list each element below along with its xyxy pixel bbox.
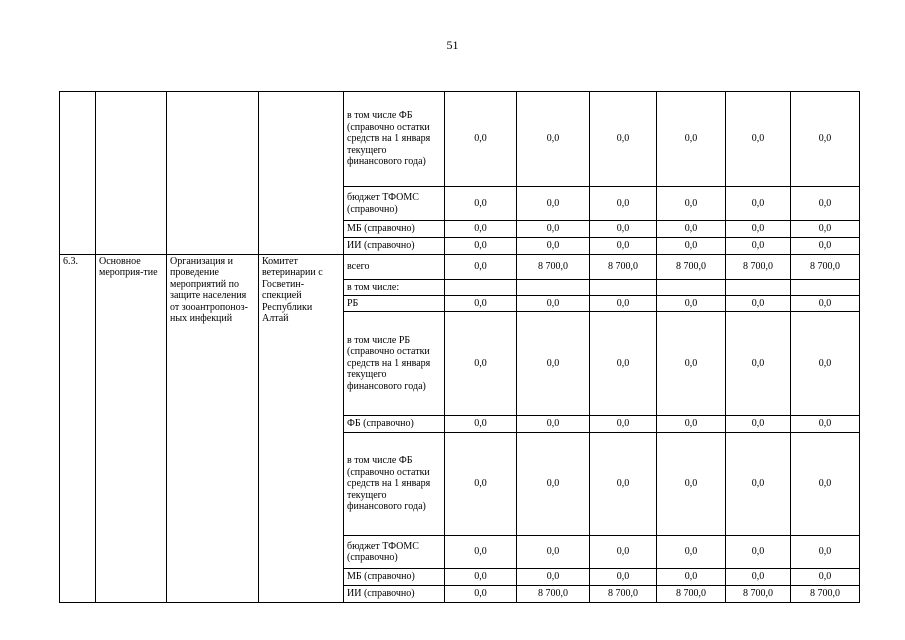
amount-cell: 0,0: [726, 221, 791, 238]
funding-source-label: МБ (справочно): [344, 221, 445, 238]
amount-cell: 0,0: [657, 221, 726, 238]
amount-cell: 0,0: [517, 312, 590, 416]
amount-cell: 0,0: [657, 238, 726, 255]
empty-cell: [96, 92, 167, 255]
funding-source-label: в том числе ФБ (справочно остатки средств на 1 января текущего финансового года): [344, 433, 445, 536]
amount-cell: 0,0: [726, 312, 791, 416]
funding-source-label: в том числе РБ (справочно остатки средств на 1 января текущего финансового года): [344, 312, 445, 416]
amount-cell: [445, 280, 517, 296]
amount-cell: 0,0: [791, 187, 860, 221]
amount-cell: 0,0: [517, 296, 590, 312]
amount-cell: 0,0: [726, 187, 791, 221]
amount-cell: 0,0: [590, 433, 657, 536]
activity-type: Основное мероприя-тие: [96, 255, 167, 603]
amount-cell: 0,0: [517, 433, 590, 536]
amount-cell: 0,0: [590, 187, 657, 221]
amount-cell: 0,0: [517, 92, 590, 187]
page-number: 51: [446, 38, 459, 52]
activity-name: Организация и проведение мероприятий по защите населения от зооантропоноз-ных инфекций: [167, 255, 259, 603]
amount-cell: [590, 280, 657, 296]
amount-cell: 0,0: [657, 312, 726, 416]
amount-cell: 0,0: [791, 433, 860, 536]
amount-cell: 0,0: [445, 221, 517, 238]
amount-cell: 0,0: [657, 416, 726, 433]
amount-cell: 8 700,0: [726, 586, 791, 603]
funding-source-label: ИИ (справочно): [344, 586, 445, 603]
funding-source-label: всего: [344, 255, 445, 280]
amount-cell: 8 700,0: [791, 255, 860, 280]
activity-number: 6.3.: [60, 255, 96, 603]
amount-cell: 0,0: [590, 569, 657, 586]
amount-cell: 0,0: [517, 536, 590, 569]
amount-cell: 0,0: [657, 187, 726, 221]
amount-cell: 0,0: [791, 569, 860, 586]
amount-cell: 0,0: [590, 238, 657, 255]
amount-cell: 0,0: [445, 569, 517, 586]
amount-cell: 0,0: [726, 238, 791, 255]
amount-cell: 0,0: [517, 238, 590, 255]
activity-executor: Комитет ветеринарии с Госветин-спекцией Республики Алтай: [259, 255, 344, 603]
amount-cell: 0,0: [590, 92, 657, 187]
amount-cell: 0,0: [445, 92, 517, 187]
amount-cell: 0,0: [791, 536, 860, 569]
table-row: [60, 255, 860, 280]
table-row: [60, 92, 860, 187]
amount-cell: 0,0: [445, 238, 517, 255]
amount-cell: 0,0: [445, 312, 517, 416]
funding-source-label: в том числе:: [344, 280, 445, 296]
amount-cell: 8 700,0: [791, 586, 860, 603]
amount-cell: 0,0: [726, 536, 791, 569]
amount-cell: 8 700,0: [590, 255, 657, 280]
funding-source-label: ФБ (справочно): [344, 416, 445, 433]
empty-cell: [259, 92, 344, 255]
amount-cell: 0,0: [445, 187, 517, 221]
funding-source-label: ИИ (справочно): [344, 238, 445, 255]
amount-cell: 0,0: [657, 92, 726, 187]
amount-cell: 0,0: [726, 92, 791, 187]
amount-cell: 0,0: [517, 187, 590, 221]
amount-cell: 8 700,0: [590, 586, 657, 603]
amount-cell: [657, 280, 726, 296]
amount-cell: 0,0: [726, 296, 791, 312]
amount-cell: 0,0: [657, 569, 726, 586]
amount-cell: 0,0: [726, 416, 791, 433]
amount-cell: 0,0: [726, 433, 791, 536]
amount-cell: 0,0: [590, 296, 657, 312]
amount-cell: 0,0: [590, 221, 657, 238]
budget-table: [59, 91, 860, 603]
amount-cell: 0,0: [590, 312, 657, 416]
amount-cell: 0,0: [726, 569, 791, 586]
amount-cell: 0,0: [445, 586, 517, 603]
amount-cell: 0,0: [445, 255, 517, 280]
amount-cell: 0,0: [517, 221, 590, 238]
amount-cell: 0,0: [791, 312, 860, 416]
amount-cell: 0,0: [657, 433, 726, 536]
amount-cell: 8 700,0: [726, 255, 791, 280]
funding-source-label: бюджет ТФОМС (справочно): [344, 536, 445, 569]
amount-cell: 8 700,0: [657, 255, 726, 280]
amount-cell: 0,0: [517, 569, 590, 586]
amount-cell: 8 700,0: [657, 586, 726, 603]
amount-cell: 0,0: [657, 296, 726, 312]
amount-cell: 0,0: [445, 296, 517, 312]
empty-cell: [167, 92, 259, 255]
amount-cell: [791, 280, 860, 296]
amount-cell: 0,0: [445, 416, 517, 433]
amount-cell: 0,0: [791, 92, 860, 187]
amount-cell: 0,0: [445, 536, 517, 569]
amount-cell: 0,0: [657, 536, 726, 569]
amount-cell: 0,0: [791, 416, 860, 433]
amount-cell: 0,0: [590, 536, 657, 569]
amount-cell: 8 700,0: [517, 255, 590, 280]
amount-cell: 0,0: [791, 221, 860, 238]
funding-source-label: бюджет ТФОМС (справочно): [344, 187, 445, 221]
amount-cell: [726, 280, 791, 296]
amount-cell: 0,0: [517, 416, 590, 433]
funding-source-label: РБ: [344, 296, 445, 312]
amount-cell: 0,0: [791, 238, 860, 255]
funding-source-label: МБ (справочно): [344, 569, 445, 586]
amount-cell: [517, 280, 590, 296]
funding-source-label: в том числе ФБ (справочно остатки средств на 1 января текущего финансового года): [344, 92, 445, 187]
amount-cell: 0,0: [791, 296, 860, 312]
amount-cell: 8 700,0: [517, 586, 590, 603]
amount-cell: 0,0: [445, 433, 517, 536]
amount-cell: 0,0: [590, 416, 657, 433]
empty-cell: [60, 92, 96, 255]
